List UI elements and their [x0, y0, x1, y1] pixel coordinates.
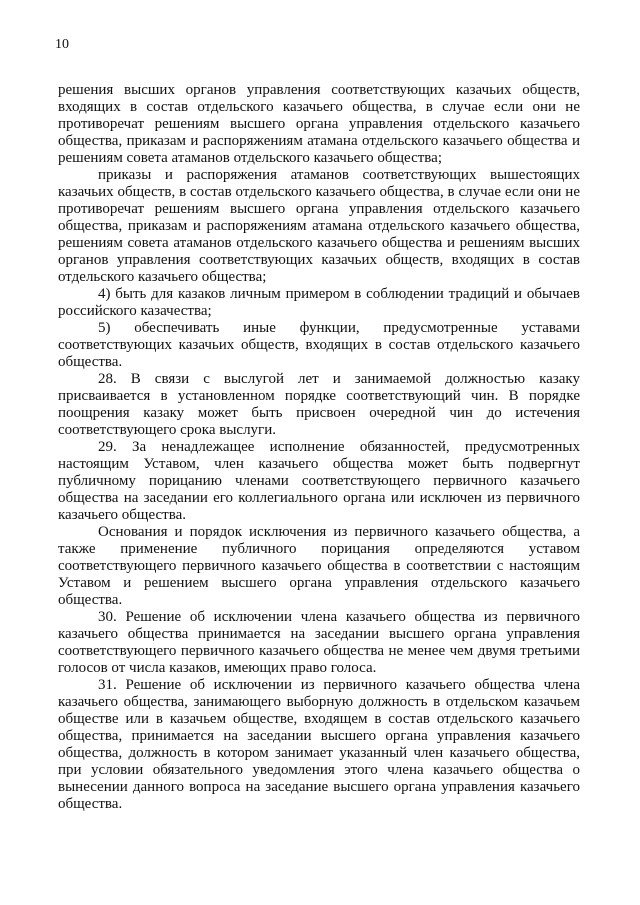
paragraph-continuation: решения высших органов управления соответствующих казачьих обществ, входящих в состав отдельского казачьего общества, в случае если они не противоречат решениям высшего органа управления отдельского казачьего общества, приказам и распоряжениям атамана отдельского казачьего общества и решениям совета атаманов отдельского казачьего общества; [58, 82, 580, 166]
document-body [58, 82, 580, 813]
paragraph-section-31: 31. Решение об исключении из первичного казачьего общества члена казачьего общества, занимающего выборную должность в отдельском казачьем обществе или в казачьем обществе, входящем в состав отдельского казачьего общества, принимается на заседании высшего органа управления казачьего общества, должность в котором занимает указанный член казачьего общества, при условии обязательного уведомления этого члена казачьего общества о вынесении данного вопроса на заседание высшего органа управления казачьего общества. [58, 677, 580, 812]
paragraph-item-5: 5) обеспечивать иные функции, предусмотренные уставами соответствующих казачьих обществ, входящих в состав отдельского казачьего общества. [58, 320, 580, 370]
paragraph-orders: приказы и распоряжения атаманов соответствующих вышестоящих казачьих обществ, в состав отдельского казачьего общества, в случае если они не противоречат решениям высшего органа управления отдельского казачьего общества, приказам и распоряжениям атамана отдельского казачьего общества, решениям совета атаманов отдельского казачьего общества и решениям высших органов управления соответствующих казачьих обществ, входящих в состав отдельского казачьего общества; [58, 167, 580, 285]
page-number: 10 [55, 37, 69, 52]
paragraph-section-28: 28. В связи с выслугой лет и занимаемой должностью казаку присваивается в установленном порядке соответствующий чин. В порядке поощрения казаку может быть присвоен очередной чин до истечения соответствующего срока выслуги. [58, 371, 580, 438]
paragraph-item-4: 4) быть для казаков личным примером в соблюдении традиций и обычаев российского казачества; [58, 286, 580, 319]
paragraph-section-30: 30. Решение об исключении члена казачьего общества из первичного казачьего общества принимается на заседании высшего органа управления соответствующего первичного казачьего общества не менее чем двумя третьими голосов от числа казаков, имеющих право голоса. [58, 609, 580, 676]
paragraph-section-29: 29. За ненадлежащее исполнение обязанностей, предусмотренных настоящим Уставом, член казачьего общества может быть подвергнут публичному порицанию членами соответствующего первичного казачьего общества на заседании его коллегиального органа или исключен из первичного казачьего общества. [58, 439, 580, 523]
paragraph-section-29-cont: Основания и порядок исключения из первичного казачьего общества, а также применение публичного порицания определяются уставом соответствующего первичного казачьего общества в соответствии с настоящим Уставом и решением высшего органа управления отдельского казачьего общества. [58, 524, 580, 608]
